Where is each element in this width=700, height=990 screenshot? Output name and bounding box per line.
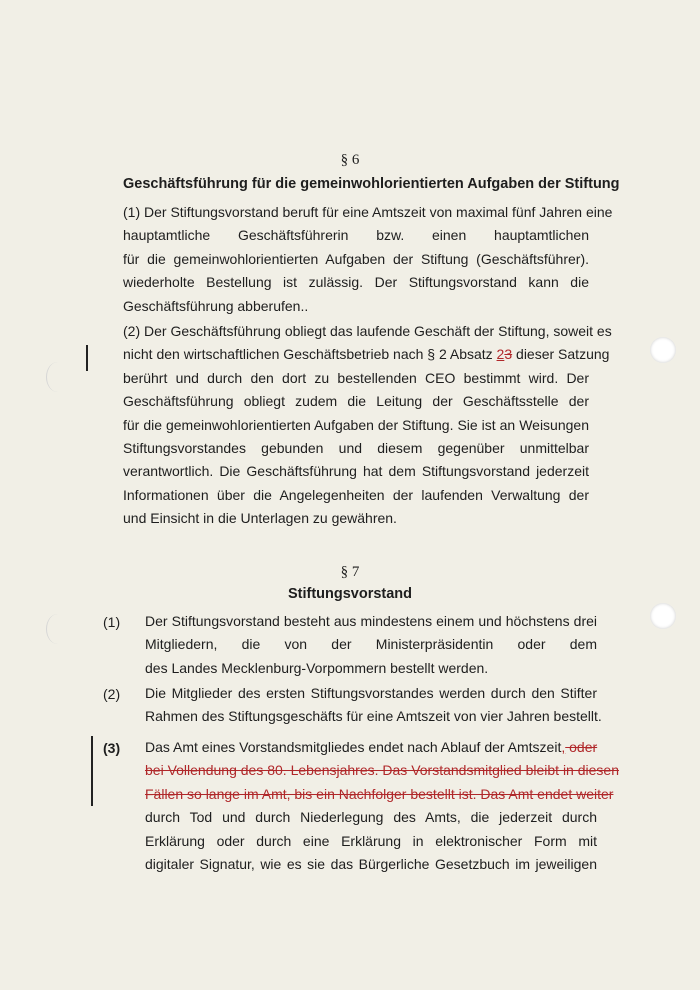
text-line: wiederholte Bestellung ist zulässig. Der Stiftungsvorstand kann die: [123, 274, 589, 291]
punch-hole-right-lower: [650, 603, 676, 629]
item-2-number: (2): [103, 686, 121, 702]
deleted-text: 3: [504, 346, 513, 363]
text-line: digitaler Signatur, wie es sie das Bürgerliche Gesetzbuch im jeweiligen: [145, 856, 597, 872]
section-6-number: § 6: [340, 152, 360, 168]
text-line: Die Mitglieder des ersten Stiftungsvorstandes werden durch den Stifter: [145, 685, 597, 701]
punch-hole-right-upper: [650, 337, 676, 363]
inserted-text: 2: [496, 346, 505, 363]
text-line: Der Stiftungsvorstand besteht aus mindestens einem und höchstens drei: [145, 613, 597, 629]
section-7-item-3: [145, 736, 619, 876]
punch-hole-left-upper: [46, 362, 69, 392]
section-6-paragraph-2: [123, 320, 612, 531]
text-line: Informationen über die Angelegenheiten der laufenden Verwaltung der: [123, 486, 589, 503]
text-line: Geschäftsführung abberufen..: [123, 297, 309, 314]
deleted-text-line: Fällen so lange im Amt, bis ein Nachfolger bestellt ist. Das Amt endet weiter: [145, 785, 614, 802]
section-6-paragraph-1: [123, 201, 613, 318]
text-line: Mitgliedern, die von der Ministerpräsidentin oder dem: [145, 636, 597, 653]
text-segment: dieser Satzung: [512, 346, 610, 363]
text-line: Erklärung oder durch eine Erklärung in elektronischer Form mit: [145, 832, 597, 849]
text-line: des Landes Mecklenburg-Vorpommern bestellt werden.: [145, 659, 489, 676]
text-line: Geschäftsführung obliegt zudem die Leitung der Geschäftsstelle der: [123, 393, 589, 410]
text-line: Rahmen des Stiftungsgeschäfts für eine Amtszeit von vier Jahren bestellt.: [145, 708, 602, 725]
item-1-number: (1): [103, 614, 121, 630]
text-line: berührt und durch den dort zu bestellenden CEO bestimmt wird. Der: [123, 369, 589, 386]
text-line: für die gemeinwohlorientierten Aufgaben der Stiftung. Sie ist an Weisungen: [123, 416, 589, 433]
section-7-number: § 7: [340, 564, 360, 580]
text-line: verantwortlich. Die Geschäftsführung hat dem Stiftungsvorstand jederzeit: [123, 463, 589, 480]
text-line: und Einsicht in die Unterlagen zu gewähren.: [123, 510, 397, 527]
section-7-item-2: [145, 682, 602, 729]
section-7-item-1: [145, 610, 597, 680]
change-bar: [91, 736, 93, 806]
text-line: hauptamtliche Geschäftsführerin bzw. einen hauptamtlichen: [123, 227, 589, 244]
text-line: (2) Der Geschäftsführung obliegt das laufende Geschäft der Stiftung, soweit es: [123, 323, 612, 339]
text-line: Stiftungsvorstandes gebunden und diesem gegenüber unmittelbar: [123, 439, 589, 456]
text-segment: nicht den wirtschaftlichen Geschäftsbetrieb nach § 2 Absatz: [123, 346, 497, 363]
change-bar: [86, 345, 88, 371]
section-6-title: Geschäftsführung für die gemeinwohlorientierten Aufgaben der Stiftung: [123, 176, 620, 192]
deleted-text: oder: [565, 739, 598, 755]
item-3-number: (3): [103, 740, 121, 756]
text-line-with-edit: [123, 343, 610, 366]
text-line: durch Tod und durch Niederlegung des Amts, die jederzeit durch: [145, 809, 597, 826]
inserted-text: ,: [561, 739, 566, 755]
deleted-text-line: bei Vollendung des 80. Lebensjahres. Das Vorstandsmitglied bleibt in diesen: [145, 762, 619, 779]
punch-hole-left-lower: [46, 614, 69, 644]
text-line-with-edit: [145, 736, 597, 759]
section-7-title: Stiftungsvorstand: [287, 586, 413, 602]
text-line: für die gemeinwohlorientierten Aufgaben der Stiftung (Geschäftsführer).: [123, 250, 589, 267]
text-segment: Das Amt eines Vorstandsmitgliedes endet nach Ablauf der Amtszeit: [145, 739, 562, 755]
text-line: (1) Der Stiftungsvorstand beruft für eine Amtszeit von maximal fünf Jahren eine: [123, 204, 613, 220]
